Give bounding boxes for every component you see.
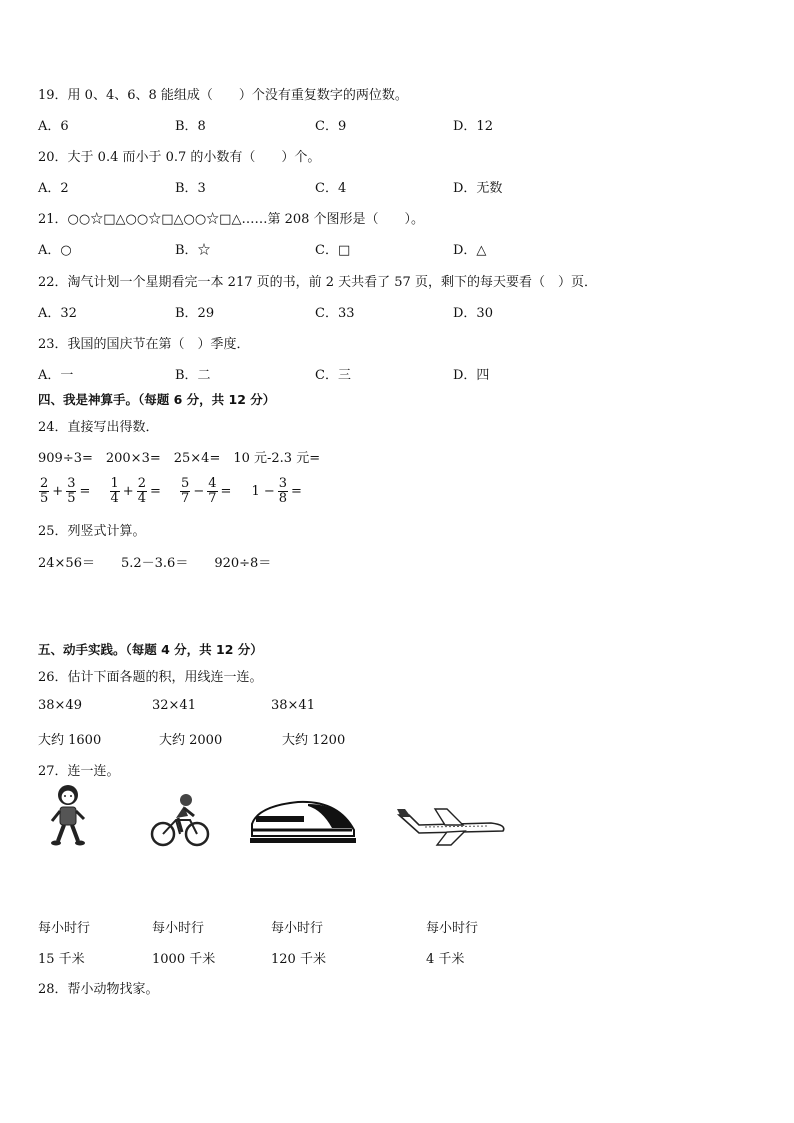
q20-option-a: A．2 — [38, 181, 69, 196]
q26-estimate-2: 大约 2000 — [159, 733, 223, 748]
q25-calc-row: 24×56＝ 5.2－3.6＝ 920÷8＝ — [38, 556, 272, 571]
q19-option-a: A．6 — [38, 119, 69, 134]
q24-fraction-row — [38, 477, 316, 506]
q19-option-b: B．8 — [175, 119, 206, 134]
q26-expr-1: 38×49 — [38, 698, 82, 713]
q22-option-b: B．29 — [175, 306, 215, 321]
section-4-heading: 四、我是神算手。（每题 6 分，共 12 分） — [38, 392, 276, 407]
q21-option-c: C．□ — [315, 243, 351, 258]
section-5-heading: 五、动手实践。（每题 4 分，共 12 分） — [38, 642, 263, 657]
q26-expr-3: 38×41 — [271, 698, 315, 713]
q19-option-d: D．12 — [453, 119, 493, 134]
speed-label-4: 每小时行 — [426, 921, 479, 936]
q21-option-d: D．△ — [453, 243, 487, 258]
fraction-expr-3: $\frac{5}{7}$ − $\frac{4}{7}$ = — [181, 476, 232, 506]
q23-option-a: A．一 — [38, 368, 74, 383]
q21-option-b: B．☆ — [175, 243, 211, 258]
q22-option-d: D．30 — [453, 306, 493, 321]
fraction-expr-1: $\frac{2}{5}$ + $\frac{3}{5}$ = — [40, 476, 91, 506]
q26-estimate-3: 大约 1200 — [282, 733, 346, 748]
speed-label-1: 每小时行 — [38, 921, 91, 936]
cyclist-icon — [150, 792, 210, 848]
speed-value-1: 15 千米 — [38, 952, 85, 967]
question-24: 24．直接写出得数． — [38, 420, 159, 435]
speed-value-3: 120 千米 — [271, 952, 326, 967]
fraction: $\frac{2}{5}$ — [40, 476, 49, 506]
question-20: 20．大于 0.4 而小于 0.7 的小数有（ ）个。 — [38, 150, 321, 165]
fraction: $\frac{3}{8}$ — [278, 476, 288, 506]
speed-label-3: 每小时行 — [271, 921, 324, 936]
q21-option-a: A．○ — [38, 243, 72, 258]
q20-option-c: C．4 — [315, 181, 347, 196]
fraction-expr-2: $\frac{1}{4}$ + $\frac{2}{4}$ = — [110, 476, 161, 506]
q20-option-b: B．3 — [175, 181, 206, 196]
speed-value-2: 1000 千米 — [152, 952, 216, 967]
question-23: 23．我国的国庆节在第（ ）季度． — [38, 337, 250, 352]
question-19: 19．用 0、4、6、8 能组成（ ）个没有重复数字的两位数。 — [38, 88, 408, 103]
fraction: $\frac{2}{4}$ — [137, 476, 146, 506]
question-25: 25．列竖式计算。 — [38, 524, 146, 539]
q20-option-d: D．无数 — [453, 181, 503, 196]
q23-option-c: C．三 — [315, 368, 351, 383]
fraction-expr-4: 1 − $\frac{3}{8}$ = — [251, 476, 302, 506]
fraction: $\frac{5}{7}$ — [181, 476, 190, 506]
q19-option-c: C．9 — [315, 119, 347, 134]
airplane-icon — [395, 805, 509, 847]
question-22: 22．淘气计划一个星期看完一本 217 页的书，前 2 天共看了 57 页，剩下的每天要看（ ）页． — [38, 275, 597, 290]
q23-option-d: D．四 — [453, 368, 490, 383]
fraction: $\frac{3}{5}$ — [67, 476, 76, 506]
question-26: 26．估计下面各题的积，用线连一连。 — [38, 670, 263, 685]
q26-expr-2: 32×41 — [152, 698, 196, 713]
q22-option-a: A．32 — [38, 306, 77, 321]
q24-calc-row: 909÷3= 200×3= 25×4= 10 元-2.3 元= — [38, 451, 321, 466]
train-icon — [248, 796, 358, 848]
q26-estimate-1: 大约 1600 — [38, 733, 102, 748]
speed-value-4: 4 千米 — [426, 952, 465, 967]
q22-option-c: C．33 — [315, 306, 355, 321]
walking-child-icon — [46, 783, 90, 847]
q23-option-b: B．二 — [175, 368, 211, 383]
question-27: 27．连一连。 — [38, 764, 120, 779]
fraction: $\frac{1}{4}$ — [110, 476, 119, 506]
fraction: $\frac{4}{7}$ — [208, 476, 217, 506]
question-28: 28．帮小动物找家。 — [38, 982, 159, 997]
question-21: 21．○○☆□△○○☆□△○○☆□△……第 208 个图形是（ ）。 — [38, 212, 425, 227]
speed-label-2: 每小时行 — [152, 921, 205, 936]
